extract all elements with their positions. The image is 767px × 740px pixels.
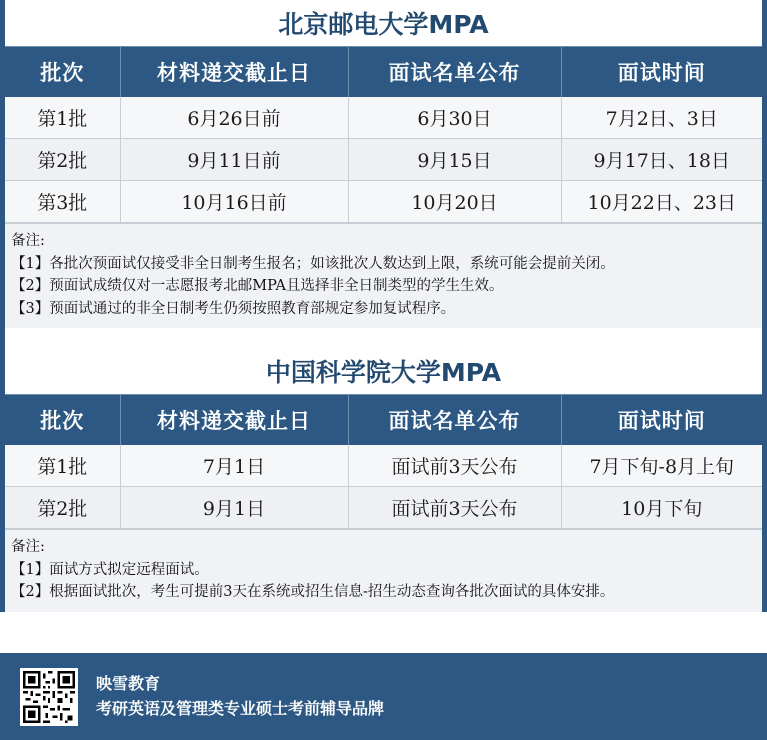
cell-batch: 第2批 [5,487,120,529]
cell-deadline: 9月1日 [120,487,348,529]
schedule-table-ucas [5,394,762,529]
header-interview-time: 面试时间 [561,47,762,98]
cell-batch: 第2批 [5,139,120,181]
header-list-release: 面试名单公布 [348,395,561,446]
cell-interview-time: 10月下旬 [561,487,762,529]
cell-interview-time: 7月2日、3日 [561,97,762,139]
table-row [5,139,762,181]
notes-bupt [5,223,762,328]
cell-batch: 第1批 [5,97,120,139]
table-row [5,97,762,139]
header-deadline: 材料递交截止日 [120,395,348,446]
table-header-row [5,395,762,446]
note-item: 【1】各批次预面试仅接受非全日制考生报名；如该批次人数达到上限，系统可能会提前关闭。 [11,255,615,272]
brand-slogan: 考研英语及管理类专业硕士考前辅导品牌 [96,698,385,718]
note-item: 【1】面试方式拟定远程面试。 [11,561,209,578]
cell-interview-time: 10月22日、23日 [561,181,762,223]
header-batch: 批次 [5,395,120,446]
cell-list-release: 6月30日 [348,97,561,139]
header-batch: 批次 [5,47,120,98]
header-list-release: 面试名单公布 [348,47,561,98]
table-header-row [5,47,762,98]
header-deadline: 材料递交截止日 [120,47,348,98]
notes-heading: 备注: [11,539,45,555]
table-row [5,487,762,529]
cell-list-release: 面试前3天公布 [348,445,561,487]
notes-ucas [5,529,762,612]
schedule-frame-ucas [0,394,767,612]
cell-list-release: 10月20日 [348,181,561,223]
note-item: 【2】预面试成绩仅对一志愿报考北邮MPA且选择非全日制类型的学生生效。 [11,278,504,294]
cell-batch: 第3批 [5,181,120,223]
header-interview-time: 面试时间 [561,395,762,446]
brand-text [96,672,384,722]
cell-list-release: 9月15日 [348,139,561,181]
cell-deadline: 7月1日 [120,445,348,487]
cell-deadline: 10月16日前 [120,181,348,223]
table-row [5,181,762,223]
section-title-bupt: 北京邮电大学MPA [0,0,767,46]
section-divider [0,328,767,348]
notes-heading: 备注: [11,233,45,249]
schedule-table-bupt [5,46,762,223]
cell-batch: 第1批 [5,445,120,487]
cell-interview-time: 7月下旬-8月上旬 [561,445,762,487]
cell-deadline: 9月11日前 [120,139,348,181]
note-item: 【3】预面试通过的非全日制考生仍须按照教育部规定参加复试程序。 [11,300,456,317]
brand-name: 映雪教育 [96,673,161,693]
cell-interview-time: 9月17日、18日 [561,139,762,181]
cell-deadline: 6月26日前 [120,97,348,139]
note-item: 【2】根据面试批次，考生可提前3天在系统或招生信息-招生动态查询各批次面试的具体安排。 [11,584,615,600]
table-row [5,445,762,487]
brand-footer [0,653,767,740]
section-title-ucas: 中国科学院大学MPA [0,348,767,394]
cell-list-release: 面试前3天公布 [348,487,561,529]
qr-code-icon[interactable] [20,668,78,726]
schedule-frame-bupt [0,46,767,328]
